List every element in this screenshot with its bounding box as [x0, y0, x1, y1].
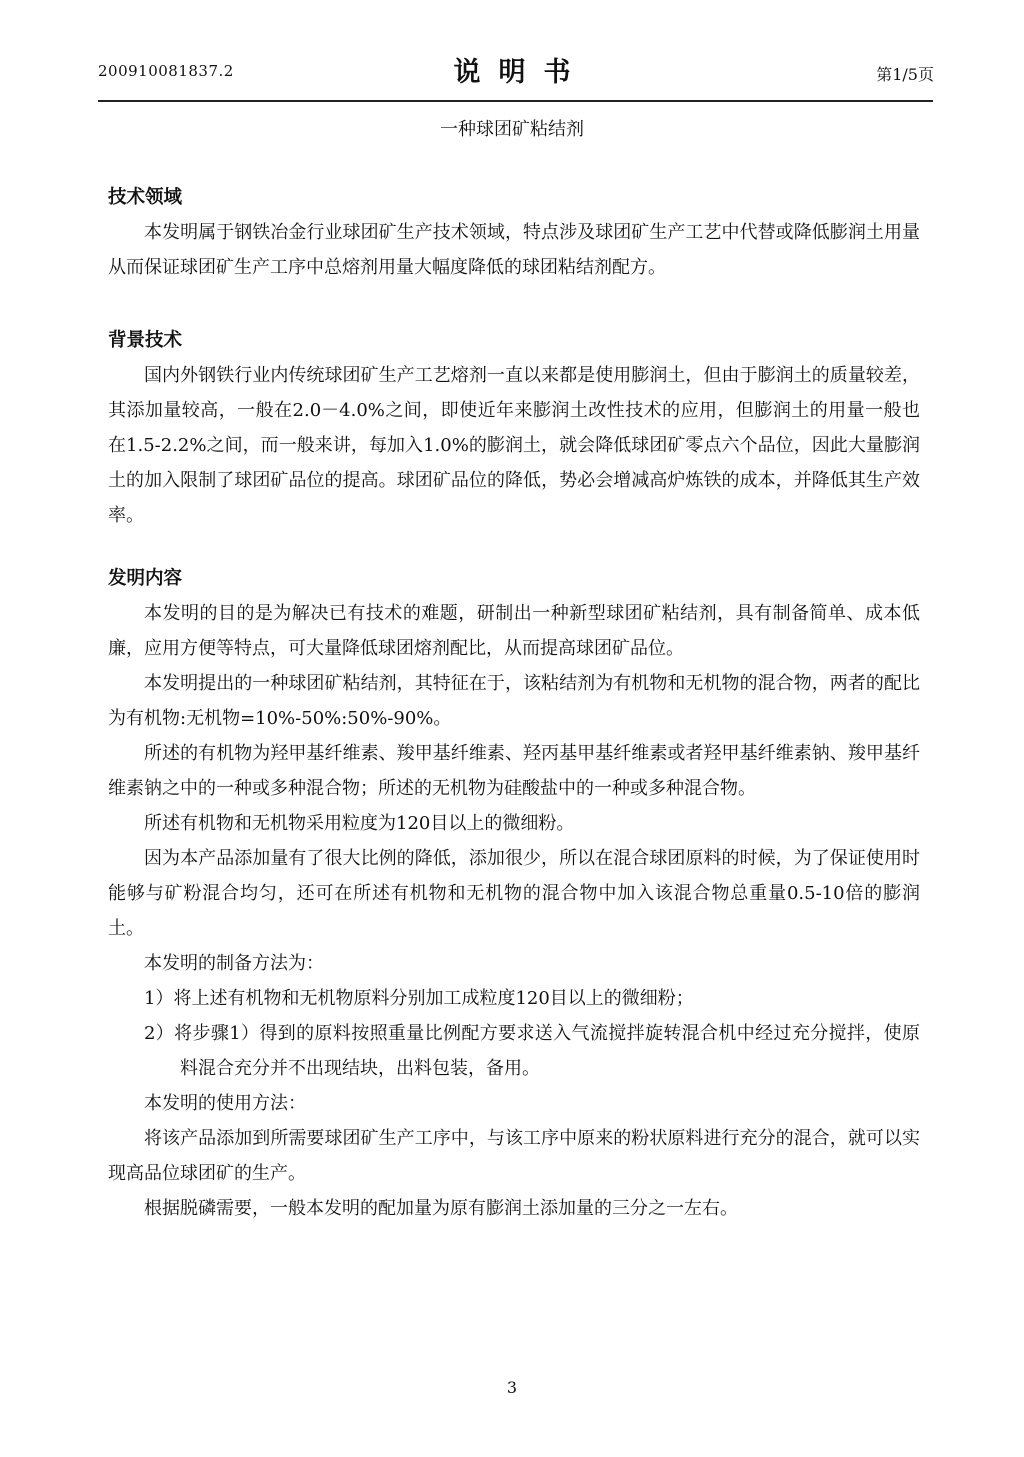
- section-heading: 发明内容: [108, 568, 183, 589]
- page-number: 3: [506, 1378, 518, 1397]
- paragraph: 本发明提出的一种球团矿粘结剂，其特征在于，该粘结剂为有机物和无机物的混合物，两者的配比为有机物:无机物=10%-50%:50%-90%。: [108, 673, 920, 729]
- paragraph: 所述有机物和无机物采用粒度为120目以上的微细粉。: [144, 813, 575, 834]
- paragraph: 本发明属于钢铁冶金行业球团矿生产技术领域，特点涉及球团矿生产工艺中代替或降低膨润土用量从而保证球团矿生产工序中总熔剂用量大幅度降低的球团粘结剂配方。: [108, 222, 920, 278]
- section-technical-field: [108, 180, 920, 285]
- document-title: 一种球团矿粘结剂: [440, 119, 584, 140]
- section-background: [108, 323, 920, 533]
- paragraph: 根据脱磷需要，一般本发明的配加量为原有膨润土添加量的三分之一左右。: [144, 1198, 738, 1219]
- section-heading: 技术领域: [108, 187, 183, 208]
- preparation-step: 1）将上述有机物和无机物原料分别加工成粒度120目以上的微细粉；: [144, 988, 694, 1009]
- application-number: 200910081837.2: [98, 62, 234, 80]
- paragraph: 本发明的目的是为解决已有技术的难题，研制出一种新型球团矿粘结剂，具有制备简单、成本低廉，应用方便等特点，可大量降低球团熔剂配比，从而提高球团矿品位。: [108, 603, 920, 659]
- paragraph: 本发明的制备方法为：: [144, 953, 324, 974]
- paragraph: 国内外钢铁行业内传统球团矿生产工艺熔剂一直以来都是使用膨润土，但由于膨润土的质量较差，其添加量较高，一般在2.0－4.0%之间，即使近年来膨润土改性技术的应用，但膨润土的用量一般也在1.5-2.2%之间，而一般来讲，每加入1.0%的膨润土，就会降低球团矿零点六个品位，因此大量膨润土的加入限制了球团矿品位的提高。球团矿品位的降低，势必会增减高炉炼铁的成本，并降低其生产效率。: [108, 365, 920, 526]
- section-invention-content: [108, 561, 920, 1226]
- paragraph: 因为本产品添加量有了很大比例的降低，添加很少，所以在混合球团原料的时候，为了保证使用时能够与矿粉混合均匀，还可在所述有机物和无机物的混合物中加入该混合物总重量0.5-10倍的膨润土。: [108, 848, 920, 939]
- document-type-heading: 说明书: [453, 57, 589, 88]
- page-indicator: 第1/5页: [876, 65, 934, 84]
- usage-heading: 本发明的使用方法：: [144, 1093, 306, 1114]
- section-heading: 背景技术: [108, 330, 183, 351]
- paragraph: 将该产品添加到所需要球团矿生产工序中，与该工序中原来的粉状原料进行充分的混合，就可以实现高品位球团矿的生产。: [108, 1128, 920, 1184]
- paragraph: 所述的有机物为羟甲基纤维素、羧甲基纤维素、羟丙基甲基纤维素或者羟甲基纤维素钠、羧甲基纤维素钠之中的一种或多种混合物；所述的无机物为硅酸盐中的一种或多种混合物。: [108, 743, 920, 799]
- document-body: [108, 180, 920, 1226]
- preparation-step: 2）将步骤1）得到的原料按照重量比例配方要求送入气流搅拌旋转混合机中经过充分搅拌，使原料混合充分并不出现结块，出料包装，备用。: [144, 1023, 920, 1079]
- header-divider: [98, 100, 933, 102]
